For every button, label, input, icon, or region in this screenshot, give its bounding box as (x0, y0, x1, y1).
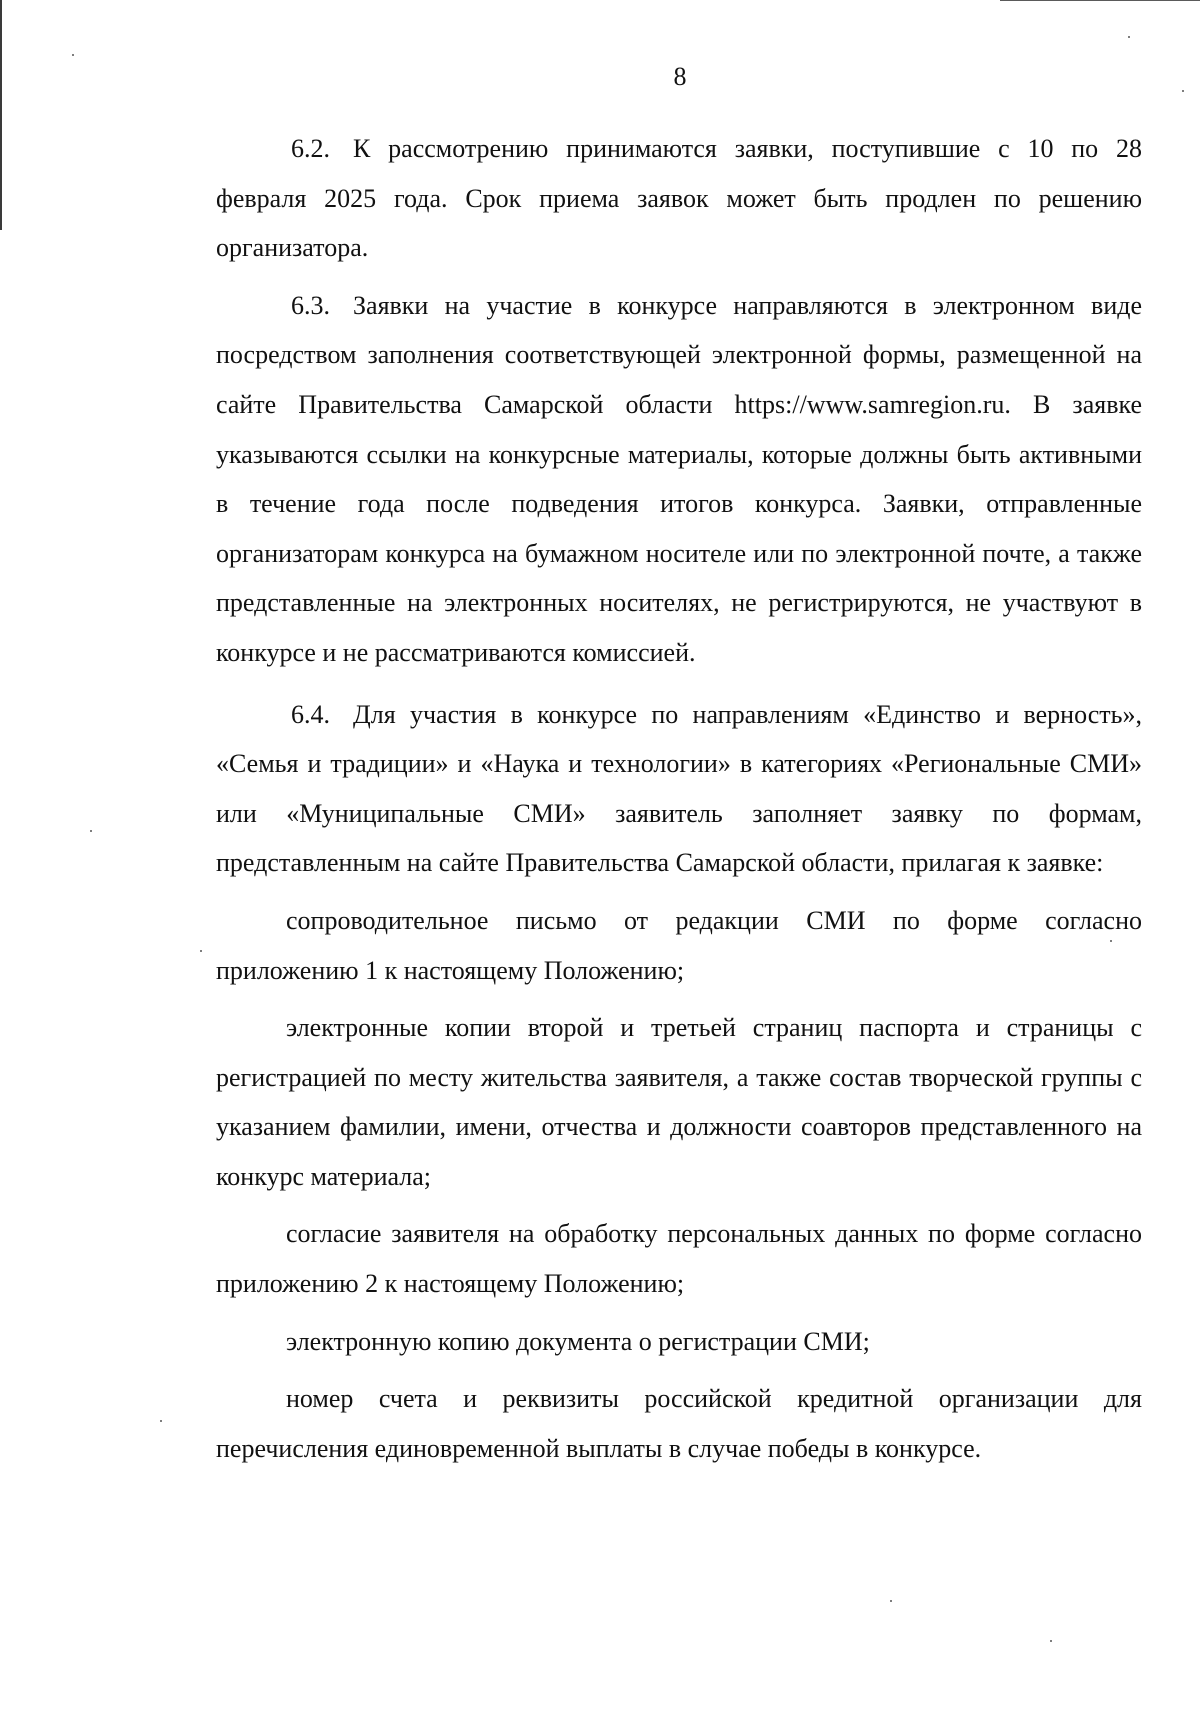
clause-number: 6.3. (291, 290, 330, 320)
list-item: электронные копии второй и третьей страниц паспорта и страницы с регистрацией по месту жительства заявителя, а также состав творческой группы с указанием фамилии, имени, отчества и должности соавторов представленного на конкурс материала; (216, 1013, 1142, 1191)
scan-edge-left (0, 0, 2, 230)
page-number: 8 (673, 62, 687, 91)
scan-speck (1110, 940, 1112, 942)
clause-text: К рассмотрению принимаются заявки, поступившие с 10 по 28 февраля 2025 года. Срок приема заявок может быть продлен по решению организатора. (216, 134, 1142, 263)
scan-speck (200, 950, 202, 952)
scan-speck (1182, 90, 1184, 92)
clause-number: 6.2. (291, 134, 330, 163)
scan-speck (890, 1600, 892, 1602)
list-item: электронную копию документа о регистрации СМИ; (286, 1326, 870, 1356)
list-item: сопроводительное письмо от редакции СМИ по форме согласно приложению 1 к настоящему Положению; (216, 905, 1142, 985)
clause-6-3 (216, 281, 1142, 678)
clause-number: 6.4. (291, 699, 330, 729)
clause-6-4 (216, 690, 1142, 888)
scan-speck (1128, 36, 1130, 38)
clause-text: Заявки на участие в конкурсе направляются в электронном виде посредством заполнения соответствующей электронной формы, размещенной на сайте Правительства Самарской области https://www.samregion.ru. В заявке указываются ссылки на конкурсные материалы, которые должны быть активными в течение года после подведения итогов конкурса. Заявки, отправленные организаторам конкурса на бумажном носителе или по электронной почте, а также представленные на электронных носителях, не регистрируются, не участвуют в конкурсе и не рассматриваются комиссией. (216, 290, 1142, 667)
scan-speck (160, 1420, 162, 1422)
document-body (216, 124, 1142, 1473)
list-item: согласие заявителя на обработку персональных данных по форме согласно приложению 2 к настоящему Положению; (216, 1219, 1142, 1299)
list-item: номер счета и реквизиты российской кредитной организации для перечисления единовременной выплаты в случае победы в конкурсе. (216, 1384, 1142, 1463)
scan-speck (90, 830, 92, 832)
clause-6-2 (216, 124, 1142, 273)
clause-text: Для участия в конкурсе по направлениям «Единство и верность», «Семья и традиции» и «Наука и технологии» в категориях «Региональные СМИ» или «Муниципальные СМИ» заявитель заполняет заявку по формам, представленным на сайте Правительства Самарской области, прилагая к заявке: (216, 699, 1142, 878)
scan-speck (1050, 1640, 1052, 1642)
scan-speck (72, 54, 74, 56)
scan-edge-top (1000, 0, 1200, 1)
